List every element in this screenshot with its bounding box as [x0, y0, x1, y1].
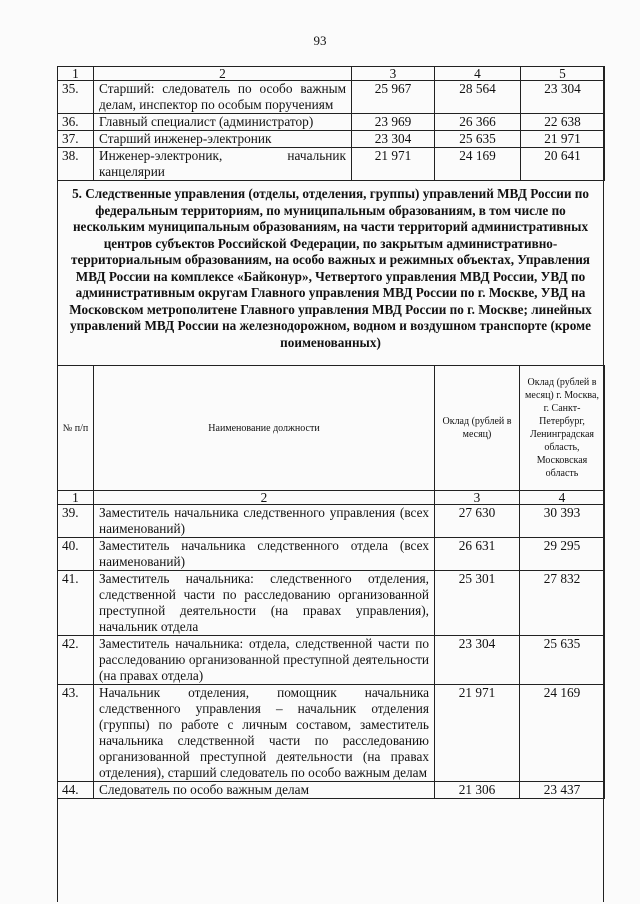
col-number: 2	[94, 67, 352, 81]
col-number: 4	[520, 491, 605, 505]
table-row	[58, 782, 605, 799]
salary-value: 23 969	[352, 114, 435, 131]
position-name: Инженер-электроник, начальник канцелярии	[94, 148, 352, 181]
salary-table-continued	[57, 66, 605, 181]
position-name: Старший инженер-электроник	[94, 131, 352, 148]
salary-value: 30 393	[520, 505, 605, 538]
col-number: 4	[435, 67, 521, 81]
salary-value: 28 564	[435, 81, 521, 114]
salary-value: 21 971	[352, 148, 435, 181]
table-row	[58, 148, 605, 181]
table-row	[58, 114, 605, 131]
page-number: 93	[313, 33, 327, 48]
salary-value: 29 295	[520, 538, 605, 571]
salary-value: 23 304	[521, 81, 605, 114]
position-name: Заместитель начальника следственного отдела (всех наименований)	[94, 538, 435, 571]
salary-value: 26 366	[435, 114, 521, 131]
table-row	[58, 685, 605, 782]
table-row	[58, 636, 605, 685]
column-numbers-row	[58, 491, 605, 505]
row-number: 44.	[58, 782, 94, 799]
salary-value: 21 971	[521, 131, 605, 148]
position-name: Заместитель начальника следственного управления (всех наименований)	[94, 505, 435, 538]
salary-value: 20 641	[521, 148, 605, 181]
row-number: 35.	[58, 81, 94, 114]
position-name: Начальник отделения, помощник начальника следственного управления – начальник отделения (группы) по работе с личным составом, заместитель начальника следственной части по расследованию организованной преступной деятельности (на правах отделения), старший следователь по особо важным делам	[94, 685, 435, 782]
col-number: 5	[521, 67, 605, 81]
salary-value: 23 304	[352, 131, 435, 148]
column-numbers-row	[58, 67, 605, 81]
header-salary-moscow: Оклад (рублей в месяц) г. Москва, г. Санкт-Петербург, Ленинградская область, Московская область	[520, 366, 605, 491]
table-row	[58, 131, 605, 148]
salary-table-section-5	[57, 365, 605, 799]
salary-value: 25 635	[435, 131, 521, 148]
salary-value: 27 630	[435, 505, 520, 538]
row-number: 37.	[58, 131, 94, 148]
row-number: 43.	[58, 685, 94, 782]
salary-value: 22 638	[521, 114, 605, 131]
salary-value: 27 832	[520, 571, 605, 636]
row-number: 39.	[58, 505, 94, 538]
table-row	[58, 538, 605, 571]
salary-value: 23 437	[520, 782, 605, 799]
salary-value: 26 631	[435, 538, 520, 571]
position-name: Старший: следователь по особо важным делам, инспектор по особым поручениям	[94, 81, 352, 114]
col-number: 3	[435, 491, 520, 505]
row-number: 40.	[58, 538, 94, 571]
col-number: 1	[58, 67, 94, 81]
col-number: 3	[352, 67, 435, 81]
col-number: 1	[58, 491, 94, 505]
position-name: Главный специалист (администратор)	[94, 114, 352, 131]
row-number: 38.	[58, 148, 94, 181]
row-number: 42.	[58, 636, 94, 685]
salary-value: 21 971	[435, 685, 520, 782]
salary-value: 23 304	[435, 636, 520, 685]
row-number: 36.	[58, 114, 94, 131]
header-position: Наименование должности	[94, 366, 435, 491]
salary-value: 24 169	[435, 148, 521, 181]
position-name: Следователь по особо важным делам	[94, 782, 435, 799]
header-number: № п/п	[58, 366, 94, 491]
position-name: Заместитель начальника: отдела, следственной части по расследованию организованной преступной деятельности (на правах отдела)	[94, 636, 435, 685]
table-row	[58, 571, 605, 636]
header-salary: Оклад (рублей в месяц)	[435, 366, 520, 491]
salary-value: 25 967	[352, 81, 435, 114]
row-number: 41.	[58, 571, 94, 636]
table-row	[58, 81, 605, 114]
col-number: 2	[94, 491, 435, 505]
section-title: 5. Следственные управления (отделы, отделения, группы) управлений МВД России по федеральным территориям, по муниципальным образованиям, в том числе по нескольким муниципальным образованиям, на части территорий административных центров субъектов Российской Федерации, по закрытым административно-территориальным образованиям, на особо важных и режимных объектах, Управления МВД России на комплексе «Байконур», Четвертого управления МВД России, УВД по административным округам Главного управления МВД России по г. Москве, УВД на Московском метрополитене Главного управления МВД России по г. Москве; линейных управлений МВД России на железнодорожном, водном и воздушном транспорте (кроме поименованных)	[69, 186, 592, 350]
column-headers-row	[58, 366, 605, 491]
position-name: Заместитель начальника: следственного отделения, следственной части по расследованию организованной преступной деятельности (на правах управления), начальник отдела	[94, 571, 435, 636]
salary-value: 25 301	[435, 571, 520, 636]
salary-value: 24 169	[520, 685, 605, 782]
salary-value: 21 306	[435, 782, 520, 799]
salary-value: 25 635	[520, 636, 605, 685]
table-row	[58, 505, 605, 538]
